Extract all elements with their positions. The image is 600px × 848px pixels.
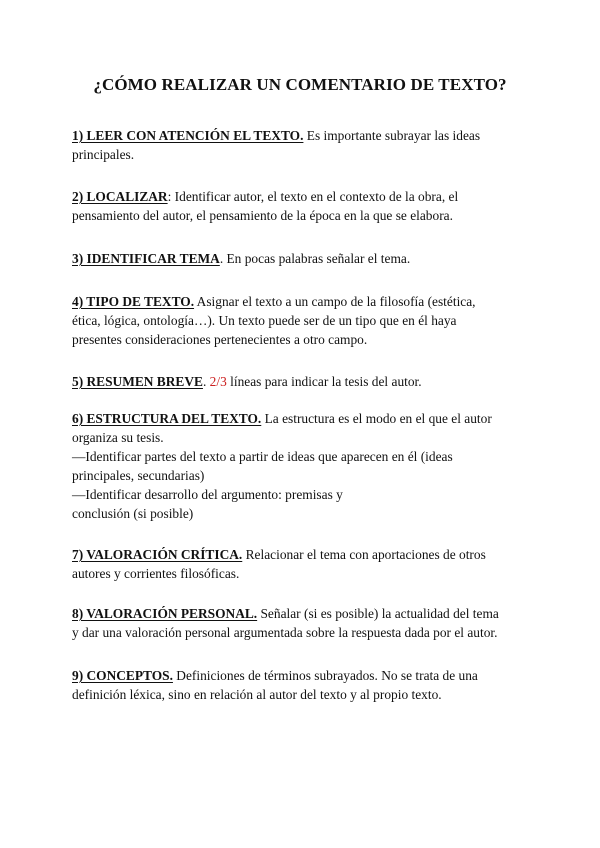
section-heading: 8) VALORACIÓN PERSONAL.: [72, 606, 258, 621]
section-leer: [72, 126, 542, 164]
section-tipo-de-texto: [72, 292, 542, 349]
section-text: .: [202, 374, 210, 389]
section-text: organiza su tesis.: [72, 430, 164, 445]
section-text: autores y corrientes filosóficas.: [72, 566, 240, 581]
section-heading: 5) RESUMEN BREVE: [72, 374, 203, 389]
section-localizar: [72, 187, 542, 225]
section-text: ética, lógica, ontología…). Un texto puede ser de un tipo que en él haya: [72, 313, 457, 328]
section-estructura: [72, 409, 542, 523]
section-text: —Identificar desarrollo del argumento: premisas y: [72, 487, 343, 502]
section-text: principales.: [72, 147, 135, 162]
section-text: —Identificar partes del texto a partir de ideas que aparecen en él (ideas: [72, 449, 453, 464]
section-text: Señalar (si es posible) la actualidad del tema: [257, 606, 499, 621]
section-text: presentes consideraciones pertenecientes a otro campo.: [72, 332, 368, 347]
section-text: Es importante subrayar las ideas: [303, 128, 481, 143]
section-valoracion-personal: [72, 604, 542, 642]
section-heading: 9) CONCEPTOS.: [72, 668, 173, 683]
section-text: . En pocas palabras señalar el tema.: [219, 251, 411, 266]
section-text: La estructura es el modo en el que el autor: [261, 411, 492, 426]
section-text: : Identificar autor, el texto en el contexto de la obra, el: [167, 189, 459, 204]
section-heading: 6) ESTRUCTURA DEL TEXTO.: [72, 411, 262, 426]
section-text: Relacionar el tema con aportaciones de otros: [242, 547, 486, 562]
section-text: definición léxica, sino en relación al autor del texto y al propio texto.: [72, 687, 442, 702]
section-text: Definiciones de términos subrayados. No se trata de una: [172, 668, 478, 683]
section-identificar-tema: [72, 249, 542, 268]
section-resumen-breve: [72, 372, 542, 391]
section-text: líneas para indicar la tesis del autor.: [226, 374, 422, 389]
section-text: Asignar el texto a un campo de la filosofía (estética,: [194, 294, 476, 309]
section-valoracion-critica: [72, 545, 542, 583]
section-heading: 2) LOCALIZAR: [72, 189, 168, 204]
section-heading: 3) IDENTIFICAR TEMA: [72, 251, 220, 266]
section-conceptos: [72, 666, 542, 704]
section-heading: 7) VALORACIÓN CRÍTICA.: [72, 547, 243, 562]
section-heading: 4) TIPO DE TEXTO.: [72, 294, 195, 309]
page-title: ¿CÓMO REALIZAR UN COMENTARIO DE TEXTO?: [93, 75, 507, 94]
section-text: principales, secundarias): [72, 468, 205, 483]
section-text: y dar una valoración personal argumentada sobre la respuesta dada por el autor.: [72, 625, 498, 640]
section-text: conclusión (si posible): [72, 506, 194, 521]
section-text: pensamiento del autor, el pensamiento de la época en la que se elabora.: [72, 208, 453, 223]
highlight-fraction: 2/3: [209, 374, 227, 389]
section-heading: 1) LEER CON ATENCIÓN EL TEXTO.: [72, 128, 304, 143]
